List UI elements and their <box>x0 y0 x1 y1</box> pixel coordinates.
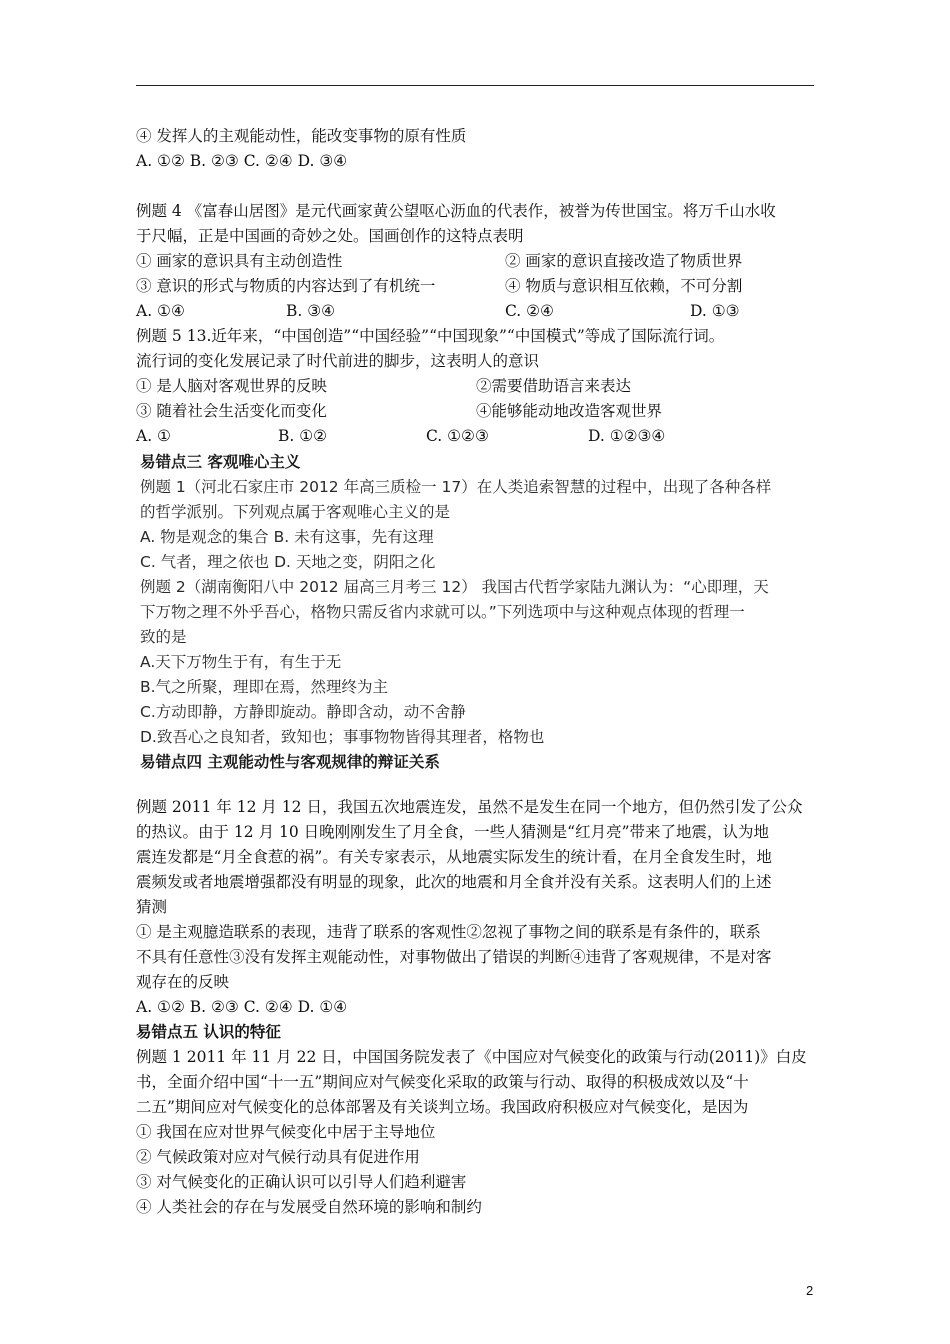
section3-line: 致的是 <box>140 628 187 646</box>
section3-line: 例题 1（河北石家庄市 2012 年高三质检一 17）在人类追索智慧的过程中，出现了各种各样 <box>140 478 772 496</box>
section5-line: ① 我国在应对世界气候变化中居于主导地位 <box>136 1123 436 1141</box>
section5-line: 书，全面介绍中国“十一五”期间应对气候变化采取的政策与行动、取得的积极成效以及“十 <box>136 1073 749 1091</box>
example4-answer-b: B. ③④ <box>286 302 336 320</box>
example5-option-3: ③ 随着社会生活变化而变化 <box>136 402 327 420</box>
section5-line: ② 气候政策对应对气候行动具有促进作用 <box>136 1148 420 1166</box>
example4-answer-a: A. ①④ <box>136 302 185 320</box>
section4-line: 震连发都是“月全食惹的祸”。有关专家表示，从地震实际发生的统计看，在月全食发生时，地 <box>136 848 772 866</box>
section4-line: 不具有任意性③没有发挥主观能动性，对事物做出了错误的判断④违背了客观规律，不是对客 <box>136 948 772 966</box>
example5-options-row <box>136 401 663 421</box>
section3-heading: 易错点三 客观唯心主义 <box>140 453 301 471</box>
header-rule <box>136 85 814 86</box>
example5-answers-row <box>136 426 666 446</box>
example5-answer-c: C. ①②③ <box>426 427 489 445</box>
section3-line: 的哲学派别。下列观点属于客观唯心主义的是 <box>140 503 451 521</box>
section3-line: 下万物之理不外乎吾心，格物只需反省内求就可以。”下列选项中与这种观点体现的哲理一 <box>140 603 745 621</box>
example5-stem-line: 流行词的变化发展记录了时代前进的脚步，这表明人的意识 <box>136 352 540 370</box>
example4-option-4: ④ 物质与意识相互依赖，不可分割 <box>505 277 743 295</box>
example4-stem-line: 于尺幅，正是中国画的奇妙之处。国画创作的这特点表明 <box>136 227 524 245</box>
section3-line: D.致吾心之良知者，致知也；事事物物皆得其理者，格物也 <box>140 728 545 746</box>
section3-line: C.方动即静，方静即旋动。静即含动，动不舍静 <box>140 703 466 721</box>
answer-line: A. ①② B. ②③ C. ②④ D. ③④ <box>136 152 348 170</box>
section3-line: B.气之所聚，理即在焉，然理终为主 <box>140 678 389 696</box>
example4-options-row <box>136 276 743 296</box>
example4-answer-d: D. ①③ <box>690 302 740 320</box>
example5-options-row <box>136 376 632 396</box>
example5-option-4: ④能够能动地改造客观世界 <box>476 402 663 420</box>
example5-answer-b: B. ①② <box>278 427 328 445</box>
section3-line: A.天下万物生于有，有生于无 <box>140 653 342 671</box>
section4-line: 猜测 <box>136 898 168 916</box>
example5-stem-line: 例题 5 13.近年来，“中国创造”“中国经验”“中国现象”“中国模式”等成了国际流行词。 <box>136 327 725 345</box>
example4-stem-line: 例题 4 《富春山居图》是元代画家黄公望呕心沥血的代表作，被誉为传世国宝。将万千山水收 <box>136 202 776 220</box>
section4-heading: 易错点四 主观能动性与客观规律的辩证关系 <box>140 753 440 771</box>
section4-line: 震频发或者地震增强都没有明显的现象，此次的地震和月全食并没有关系。这表明人们的上述 <box>136 873 772 891</box>
example5-option-1: ① 是人脑对客观世界的反映 <box>136 377 327 395</box>
section3-line: C. 气者，理之依也 D. 天地之变，阴阳之化 <box>140 553 436 571</box>
section5-line: ③ 对气候变化的正确认识可以引导人们趋利避害 <box>136 1173 467 1191</box>
section3-line: A. 物是观念的集合 B. 未有这事，先有这理 <box>140 528 434 546</box>
page-number: 2 <box>806 1283 814 1298</box>
example4-answer-c: C. ②④ <box>505 302 554 320</box>
section4-line: A. ①② B. ②③ C. ②④ D. ①④ <box>136 998 348 1016</box>
section5-line: 例题 1 2011 年 11 月 22 日，中国国务院发表了《中国应对气候变化的政策与行动(2011)》白皮 <box>136 1048 807 1066</box>
example4-option-1: ① 画家的意识具有主动创造性 <box>136 252 343 270</box>
example4-option-3: ③ 意识的形式与物质的内容达到了有机统一 <box>136 277 436 295</box>
option-line: ④ 发挥人的主观能动性，能改变事物的原有性质 <box>136 127 467 145</box>
example5-answer-d: D. ①②③④ <box>588 427 666 445</box>
section5-heading: 易错点五 认识的特征 <box>136 1022 281 1041</box>
section4-line: 例题 2011 年 12 月 12 日，我国五次地震连发，虽然不是发生在同一个地方，但仍然引发了公众 <box>136 798 803 816</box>
example5-answer-a: A. ① <box>136 427 171 445</box>
section4-line: 的热议。由于 12 月 10 日晚刚刚发生了月全食，一些人猜测是“红月亮”带来了地震，认为地 <box>136 823 770 841</box>
section3-line: 例题 2（湖南衡阳八中 2012 届高三月考三 12） 我国古代哲学家陆九渊认为：“心即理，天 <box>140 578 769 596</box>
example4-option-2: ② 画家的意识直接改造了物质世界 <box>505 252 743 270</box>
example4-options-row <box>136 251 743 271</box>
section5-line: ④ 人类社会的存在与发展受自然环境的影响和制约 <box>136 1198 482 1216</box>
section4-line: ① 是主观臆造联系的表现，违背了联系的客观性②忽视了事物之间的联系是有条件的，联系 <box>136 923 761 941</box>
section5-line: 二五”期间应对气候变化的总体部署及有关谈判立场。我国政府积极应对气候变化，是因为 <box>136 1098 749 1116</box>
section4-line: 观存在的反映 <box>136 973 230 991</box>
example5-option-2: ②需要借助语言来表达 <box>476 377 632 395</box>
example4-answers-row <box>136 301 740 321</box>
